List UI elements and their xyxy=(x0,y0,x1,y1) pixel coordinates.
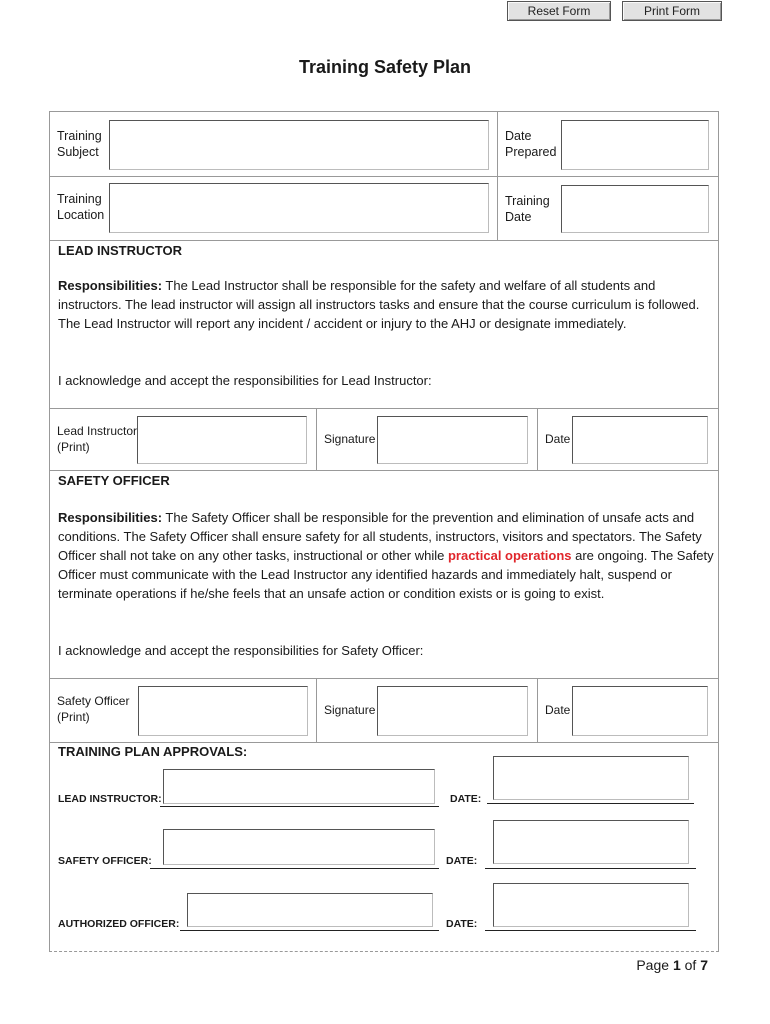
safety-date-label: Date xyxy=(545,703,571,717)
approval-safety-date-label: DATE: xyxy=(446,855,478,867)
approval-lead-date-line xyxy=(487,803,694,804)
lead-date-field[interactable] xyxy=(572,416,708,464)
divider xyxy=(537,409,538,470)
divider xyxy=(50,240,718,241)
approval-lead-label: LEAD INSTRUCTOR: xyxy=(58,793,162,805)
divider xyxy=(50,470,718,471)
approval-safety-field[interactable] xyxy=(163,829,435,865)
approval-lead-field[interactable] xyxy=(163,769,435,804)
training-subject-field[interactable] xyxy=(109,120,489,170)
safety-acknowledgement: I acknowledge and accept the responsibilities for Safety Officer: xyxy=(58,643,424,658)
lead-date-label: Date xyxy=(545,432,571,446)
lead-signature-label: Signature xyxy=(324,432,376,446)
approval-lead-line xyxy=(160,806,439,807)
approval-authorized-date-field[interactable] xyxy=(493,883,689,927)
training-location-field[interactable] xyxy=(109,183,489,233)
lead-instructor-heading: LEAD INSTRUCTOR xyxy=(58,243,182,258)
safety-date-field[interactable] xyxy=(572,686,708,736)
safety-officer-name-label: Safety Officer (Print) xyxy=(57,694,130,724)
training-date-label: Training Date xyxy=(505,194,550,224)
approvals-heading: TRAINING PLAN APPROVALS: xyxy=(58,744,248,759)
lead-instructor-name-label: Lead Instructor (Print) xyxy=(57,424,138,454)
safety-signature-field[interactable] xyxy=(377,686,528,736)
approval-lead-date-label: DATE: xyxy=(450,793,482,805)
approval-safety-date-field[interactable] xyxy=(493,820,689,864)
safety-signature-label: Signature xyxy=(324,703,376,717)
divider xyxy=(316,409,317,470)
divider xyxy=(50,408,718,409)
safety-officer-heading: SAFETY OFFICER xyxy=(58,473,170,488)
page-title: Training Safety Plan xyxy=(298,57,472,77)
training-date-field[interactable] xyxy=(561,185,709,233)
approval-authorized-line xyxy=(180,930,439,931)
divider xyxy=(50,176,718,177)
date-prepared-field[interactable] xyxy=(561,120,709,170)
training-subject-label: Training Subject xyxy=(57,129,102,159)
approval-authorized-date-label: DATE: xyxy=(446,918,478,930)
approval-safety-line xyxy=(150,868,439,869)
lead-responsibilities: Responsibilities: The Lead Instructor shall be responsible for the safety and welfare of all students and instructors. The lead instructor will assign all instructors tasks and ensure that the course curriculum is followed. The Lead Instructor will report any incident / accident or injury to the AHJ or designate immediately. xyxy=(58,278,700,331)
print-form-button[interactable]: Print Form xyxy=(622,1,722,21)
approval-safety-label: SAFETY OFFICER: xyxy=(58,855,152,867)
approval-authorized-label: AUTHORIZED OFFICER: xyxy=(58,918,180,930)
approval-authorized-date-line xyxy=(485,930,696,931)
safety-officer-name-field[interactable] xyxy=(138,686,308,736)
lead-acknowledgement: I acknowledge and accept the responsibilities for Lead Instructor: xyxy=(58,373,432,388)
divider xyxy=(316,679,317,742)
lead-instructor-name-field[interactable] xyxy=(137,416,307,464)
page-number: Page 1 of 7 xyxy=(636,957,708,973)
date-prepared-label: Date Prepared xyxy=(505,129,557,159)
reset-form-button[interactable]: Reset Form xyxy=(507,1,611,21)
divider xyxy=(537,679,538,742)
safety-responsibilities: Responsibilities: The Safety Officer shall be responsible for the prevention and elimination of unsafe acts and conditions. The Safety Officer shall ensure safety for all students, instructors, visitors and spectators. The Safety Officer shall not take on any other tasks, instructional or other while practical operations are ongoing. The Safety Officer must communicate with the Lead Instructor any identified hazards and immediately halt, suspend or terminate operations if he/she feels that an unsafe action or condition exists or is going to exist. xyxy=(58,510,714,601)
approval-lead-date-field[interactable] xyxy=(493,756,689,800)
divider xyxy=(50,742,718,743)
divider xyxy=(497,112,498,240)
training-location-label: Training Location xyxy=(57,192,105,222)
divider xyxy=(50,678,718,679)
approval-authorized-field[interactable] xyxy=(187,893,433,927)
approval-safety-date-line xyxy=(485,868,696,869)
lead-signature-field[interactable] xyxy=(377,416,528,464)
